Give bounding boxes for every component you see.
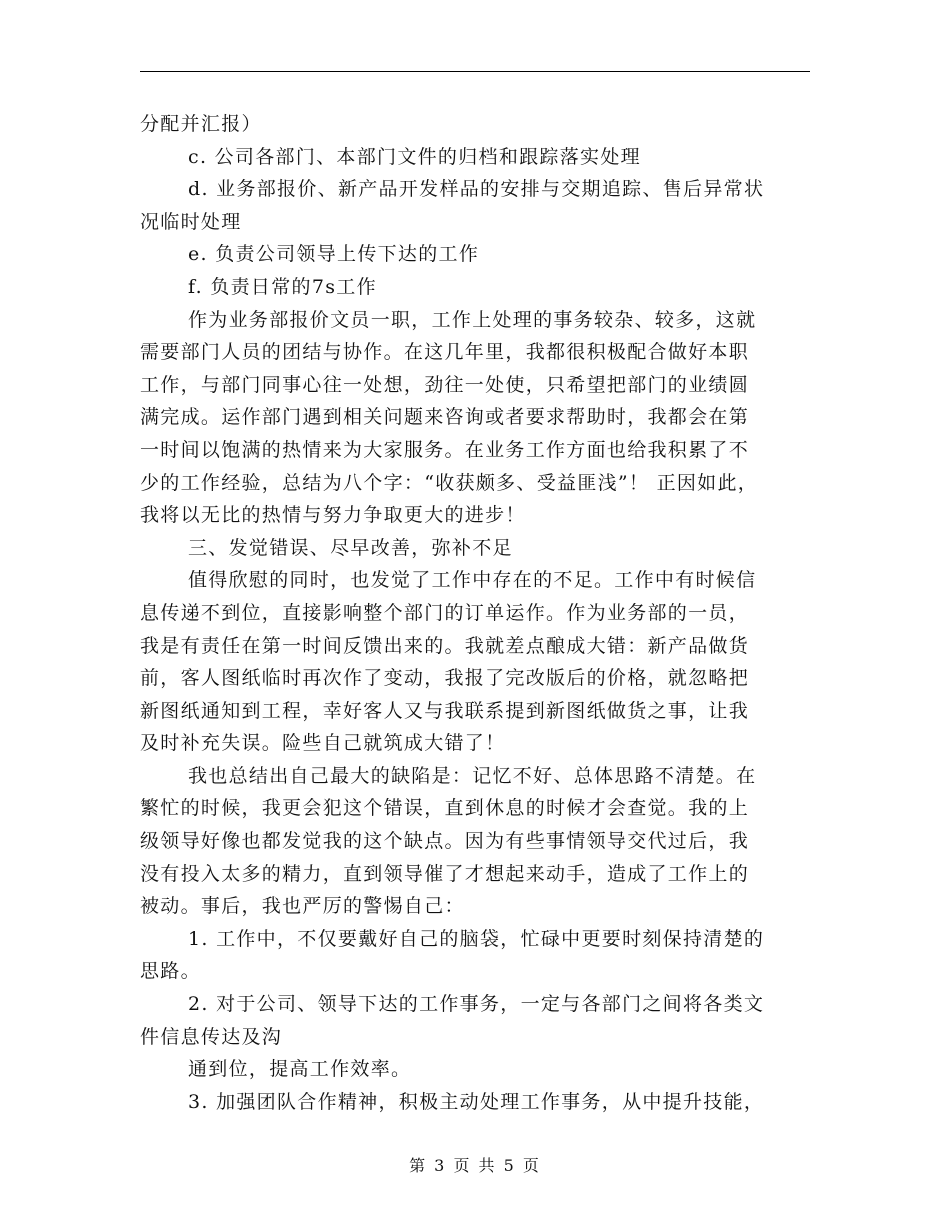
text-line: 满完成。运作部门遇到相关问题来咨询或者要求帮助时，我都会在第: [140, 406, 750, 429]
header-rule: [140, 71, 810, 72]
text-line: 工作，与部门同事心往一处想，劲往一处使，只希望把部门的业绩圆: [140, 373, 750, 396]
text-line: 被动。事后，我也严厉的警惕自己：: [140, 895, 465, 918]
text-line: 况临时处理: [140, 210, 242, 233]
text-line: 级领导好像也都发觉我的这个缺点。因为有些事情领导交代过后，我: [140, 830, 750, 853]
text-line: 值得欣慰的同时，也发觉了工作中存在的不足。工作中有时候信: [188, 569, 757, 592]
text-line: 前，客人图纸临时再次作了变动，我报了完改版后的价格，就忽略把: [140, 667, 750, 690]
page-footer: 第 3 页 共 5 页: [409, 1156, 541, 1175]
text-line: 一时间以饱满的热情来为大家服务。在业务工作方面也给我积累了不: [140, 438, 750, 461]
text-line: 我将以无比的热情与努力争取更大的进步！: [140, 504, 526, 527]
text-line: f. 负责日常的7s工作: [188, 275, 377, 298]
text-line: 1. 工作中，不仅要戴好自己的脑袋，忙碌中更要时刻保持清楚的: [188, 927, 765, 950]
document-body: [140, 108, 820, 1118]
text-line: 2. 对于公司、领导下达的工作事务，一定与各部门之间将各类文: [188, 993, 765, 1016]
text-line: c. 公司各部门、本部门文件的归档和跟踪落实处理: [188, 145, 641, 168]
text-line: 没有投入太多的精力，直到领导催了才想起来动手，造成了工作上的: [140, 862, 750, 885]
text-line: e. 负责公司领导上传下达的工作: [188, 243, 480, 266]
text-line: 件信息传达及沟: [140, 1025, 283, 1048]
text-line: 3. 加强团队合作精神，积极主动处理工作事务，从中提升技能，: [188, 1090, 765, 1113]
text-line: 思路。: [140, 960, 201, 983]
text-line: 我是有责任在第一时间反馈出来的。我就差点酿成大错：新产品做货: [140, 634, 750, 657]
text-line: d. 业务部报价、新产品开发样品的安排与交期追踪、售后异常状: [188, 178, 765, 201]
text-line: 繁忙的时候，我更会犯这个错误，直到休息的时候才会查觉。我的上: [140, 797, 750, 820]
text-line: 及时补充失误。险些自己就筑成大错了！: [140, 732, 506, 755]
text-line: 需要部门人员的团结与协作。在这几年里，我都很积极配合做好本职: [140, 341, 750, 364]
text-line: 新图纸通知到工程，幸好客人又与我联系提到新图纸做货之事，让我: [140, 699, 750, 722]
text-line: 息传递不到位，直接影响整个部门的订单运作。作为业务部的一员，: [140, 601, 750, 624]
text-line: 作为业务部报价文员一职，工作上处理的事务较杂、较多，这就: [188, 308, 757, 331]
text-line: 少的工作经验，总结为八个字：“收获颇多、受益匪浅”！ 正因如此，: [140, 471, 759, 494]
text-line: 通到位，提高工作效率。: [188, 1058, 412, 1081]
text-line: 我也总结出自己最大的缺陷是：记忆不好、总体思路不清楚。在: [188, 764, 757, 787]
text-line: 分配并汇报）: [140, 113, 262, 135]
text-line: 三、发觉错误、尽早改善，弥补不足: [188, 536, 513, 559]
